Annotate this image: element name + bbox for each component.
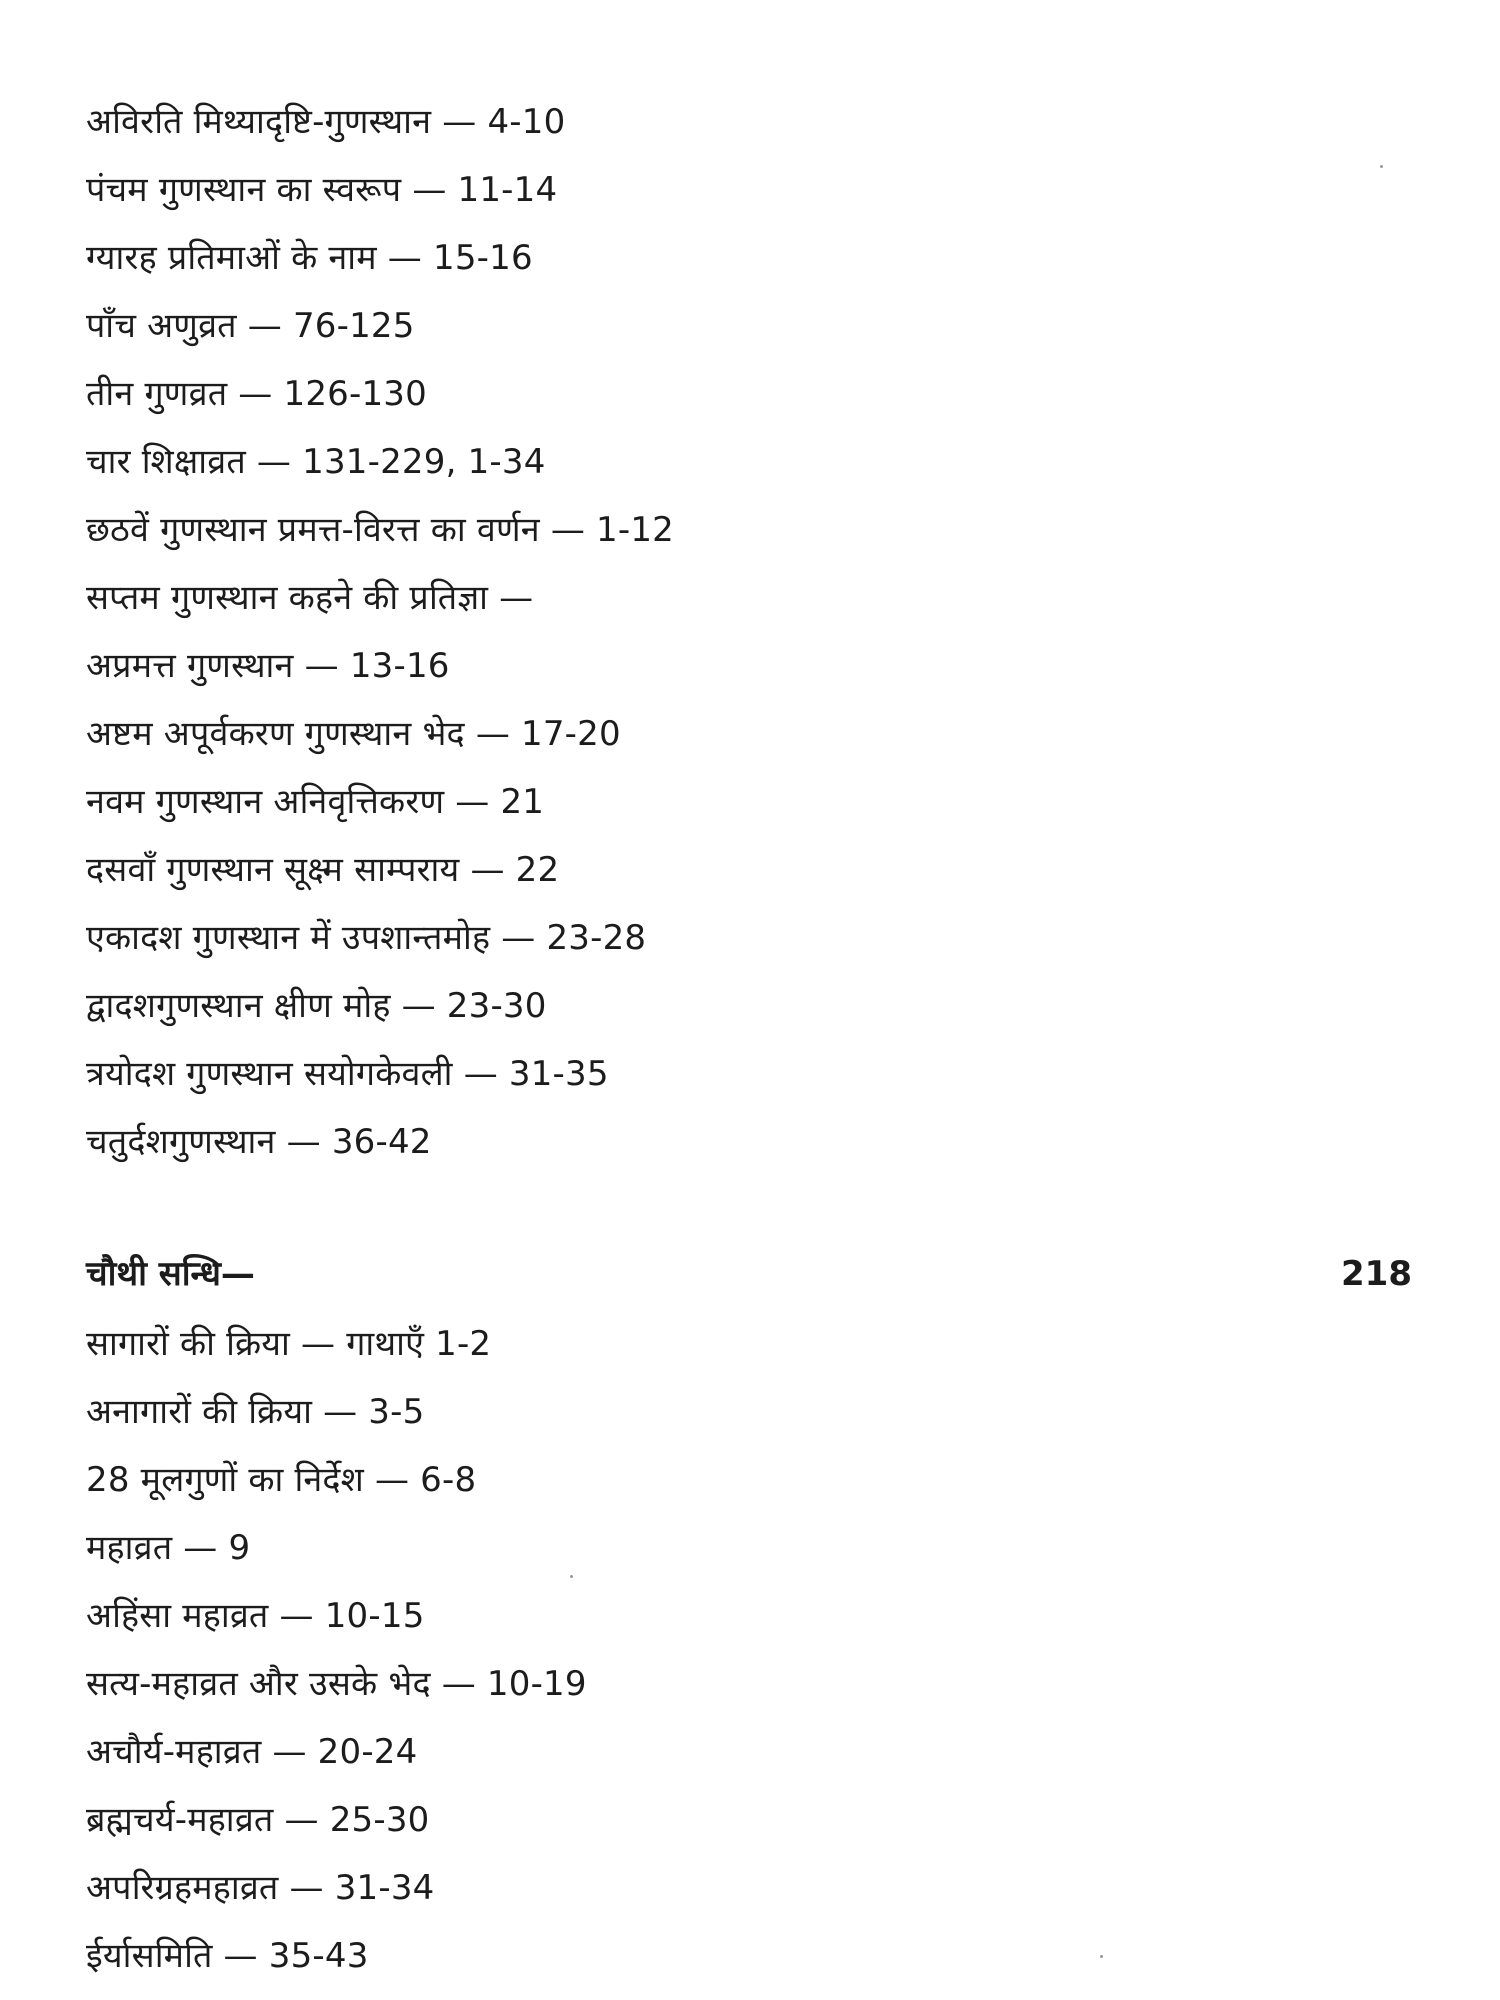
list-item: पाँच अणुव्रत — 76-125 [86,306,415,346]
list-item: त्रयोदश गुणस्थान सयोगकेवली — 31-35 [86,1054,609,1094]
list-item: चार शिक्षाव्रत — 131-229, 1-34 [86,442,546,482]
list-item: ग्यारह प्रतिमाओं के नाम — 15-16 [86,238,533,278]
list-item: अप्रमत्त गुणस्थान — 13-16 [86,646,450,686]
list-item: सत्य-महाव्रत और उसके भेद — 10-19 [86,1664,587,1704]
list-item: सप्तम गुणस्थान कहने की प्रतिज्ञा — [86,578,534,618]
section-page-number: 218 [1341,1254,1412,1294]
list-item: दसवाँ गुणस्थान सूक्ष्म साम्पराय — 22 [86,850,560,890]
list-item: अनागारों की क्रिया — 3-5 [86,1392,425,1432]
section-three-list [86,88,1366,1176]
section-title: चौथी सन्धि— [86,1254,255,1294]
list-item: 28 मूलगुणों का निर्देश — 6-8 [86,1460,477,1500]
list-item: अहिंसा महाव्रत — 10-15 [86,1596,425,1636]
list-item: अपरिग्रहमहाव्रत — 31-34 [86,1868,435,1908]
list-item: सागारों की क्रिया — गाथाएँ 1-2 [86,1324,492,1364]
list-item: अविरति मिथ्यादृष्टि-गुणस्थान — 4-10 [86,102,566,142]
list-item: चतुर्दशगुणस्थान — 36-42 [86,1122,432,1162]
list-item: पंचम गुणस्थान का स्वरूप — 11-14 [86,170,558,210]
section-four-list [86,1310,1366,1990]
list-item: महाव्रत — 9 [86,1528,251,1568]
list-item: द्वादशगुणस्थान क्षीण मोह — 23-30 [86,986,547,1026]
paper-speck [570,1575,573,1578]
list-item: तीन गुणव्रत — 126-130 [86,374,427,414]
paper-speck [1380,165,1383,168]
list-item: अचौर्य-महाव्रत — 20-24 [86,1732,418,1772]
paper-speck [1100,1955,1103,1958]
list-item: ईर्यासमिति — 35-43 [86,1936,369,1976]
list-item: अष्टम अपूर्वकरण गुणस्थान भेद — 17-20 [86,714,621,754]
list-item: नवम गुणस्थान अनिवृत्तिकरण — 21 [86,782,545,822]
section-heading [86,1240,1412,1308]
list-item: छठवें गुणस्थान प्रमत्त-विरत्त का वर्णन — 1-12 [86,510,674,550]
list-item: ब्रह्मचर्य-महाव्रत — 25-30 [86,1800,430,1840]
list-item: एकादश गुणस्थान में उपशान्तमोह — 23-28 [86,918,647,958]
